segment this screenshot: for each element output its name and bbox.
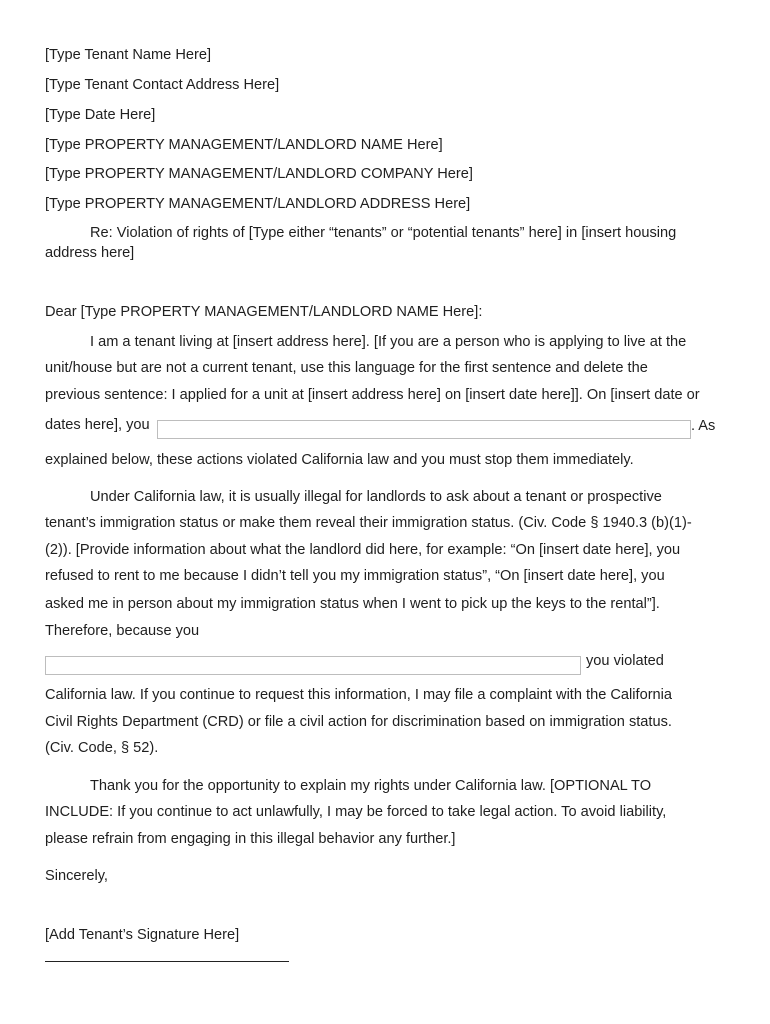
re-line-1: Re: Violation of rights of [Type either “tenants” or “potential tenants” here] in [insert housing <box>90 225 677 241</box>
para2-line-4: refused to rent to me because I didn’t tell you my immigration status”, “On [insert date here], you <box>45 568 665 584</box>
actions-taken-field[interactable] <box>157 420 691 439</box>
landlord-name: [Type PROPERTY MANAGEMENT/LANDLORD NAME Here] <box>45 137 443 153</box>
violation-reason-field[interactable] <box>45 656 581 675</box>
tenant-address: [Type Tenant Contact Address Here] <box>45 77 280 93</box>
landlord-address: [Type PROPERTY MANAGEMENT/LANDLORD ADDRESS Here] <box>45 196 471 212</box>
para1-line-3: previous sentence: I applied for a unit at [insert address here] on [insert date here]]. On [insert date or <box>45 387 700 403</box>
para3-line-2: INCLUDE: If you continue to act unlawfully, I may be forced to take legal action. To avoid liability, <box>45 804 667 820</box>
salutation: Dear [Type PROPERTY MANAGEMENT/LANDLORD NAME Here]: <box>45 304 483 320</box>
letter-date: [Type Date Here] <box>45 107 156 123</box>
re-line-2: address here] <box>45 245 135 261</box>
landlord-company: [Type PROPERTY MANAGEMENT/LANDLORD COMPANY Here] <box>45 166 473 182</box>
para2-line-1: Under California law, it is usually illegal for landlords to ask about a tenant or prospective <box>90 489 662 505</box>
para3-line-3: please refrain from engaging in this illegal behavior any further.] <box>45 831 456 847</box>
para1-line-4-end: . As <box>691 418 716 434</box>
para3-line-1: Thank you for the opportunity to explain my rights under California law. [OPTIONAL TO <box>90 778 652 794</box>
para1-line-5: explained below, these actions violated California law and you must stop them immediately. <box>45 452 634 468</box>
para2-line-9: Civil Rights Department (CRD) or file a civil action for discrimination based on immigration status. <box>45 714 672 730</box>
signature-line <box>45 961 289 962</box>
para1-line-2: unit/house but are not a current tenant, use this language for the first sentence and delete the <box>45 360 648 376</box>
tenant-name: [Type Tenant Name Here] <box>45 47 212 63</box>
closing: Sincerely, <box>45 868 108 884</box>
para2-line-5: asked me in person about my immigration status when I went to pick up the keys to the rental”]. <box>45 596 660 612</box>
para1-line-4-start: dates here], you <box>45 417 150 433</box>
para2-line-3: (2)). [Provide information about what the landlord did here, for example: “On [insert date here], you <box>45 542 681 558</box>
para1-line-1: I am a tenant living at [insert address here]. [If you are a person who is applying to live at the <box>90 334 687 350</box>
para2-line-10: (Civ. Code, § 52). <box>45 740 159 756</box>
para2-line-7-end: you violated <box>586 653 664 669</box>
signature-placeholder: [Add Tenant’s Signature Here] <box>45 927 240 943</box>
para2-line-6: Therefore, because you <box>45 623 200 639</box>
para2-line-2: tenant’s immigration status or make them reveal their immigration status. (Civ. Code § 1940.3 (b)(1)- <box>45 515 692 531</box>
para2-line-8: California law. If you continue to request this information, I may file a complaint with the California <box>45 687 673 703</box>
